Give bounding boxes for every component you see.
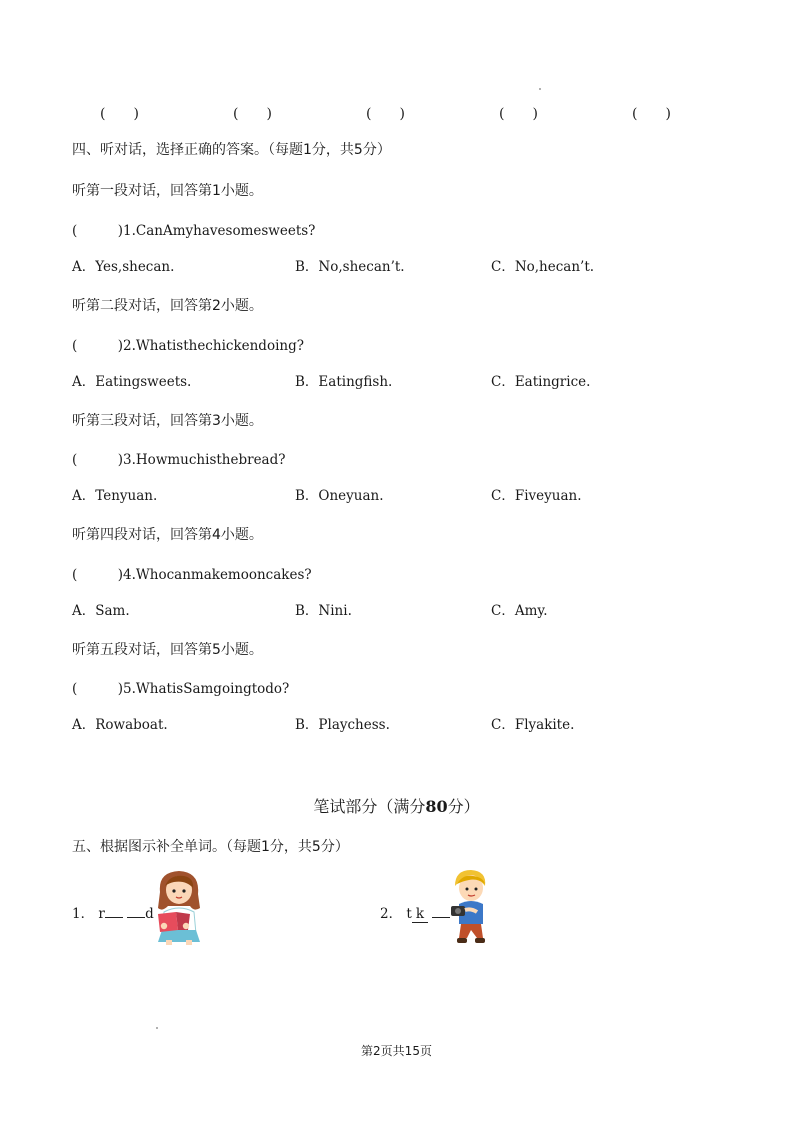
- question: ( )4.Whocanmakemooncakes?: [72, 567, 312, 583]
- fill-word-item-2: [380, 902, 450, 923]
- option-c: C．Flyakite.: [491, 717, 575, 733]
- group-intro: 听第五段对话，回答第5小题。: [72, 642, 263, 658]
- item-number: 2．: [380, 906, 403, 922]
- option-a: A．Eatingsweets.: [72, 374, 192, 390]
- question: ( )2.Whatisthechickendoing?: [72, 338, 304, 354]
- option-a: A．Sam.: [72, 603, 130, 619]
- written-part-title: 笔试部分（满分80分）: [313, 797, 480, 816]
- answer-paren-5: ( ): [632, 106, 671, 122]
- word-prefix: r: [98, 906, 105, 922]
- girl-reading-book-icon: [150, 868, 208, 946]
- blank[interactable]: [105, 905, 123, 918]
- question: ( )5.WhatisSamgoingtodo?: [72, 681, 290, 697]
- filled-letter[interactable]: k: [412, 906, 428, 923]
- blank[interactable]: [432, 905, 450, 918]
- option-a: A．Rowaboat.: [72, 717, 168, 733]
- answer-paren-2: ( ): [233, 106, 272, 122]
- blank[interactable]: [127, 905, 145, 918]
- scan-dot: [539, 88, 541, 90]
- group-intro: 听第一段对话，回答第1小题。: [72, 183, 263, 199]
- group-intro: 听第四段对话，回答第4小题。: [72, 527, 263, 543]
- answer-paren-4: ( ): [499, 106, 538, 122]
- boy-taking-photo-icon: [449, 868, 491, 946]
- group-intro: 听第二段对话，回答第2小题。: [72, 298, 263, 314]
- option-c: C．Amy.: [491, 603, 548, 619]
- section4-heading: 四、听对话，选择正确的答案。（每题1分，共5分）: [72, 142, 391, 158]
- option-b: B．Playchess.: [295, 717, 390, 733]
- group-intro: 听第三段对话，回答第3小题。: [72, 413, 263, 429]
- option-c: C．Eatingrice.: [491, 374, 591, 390]
- word-prefix: t: [406, 906, 412, 922]
- answer-paren-1: ( ): [100, 106, 139, 122]
- page-footer: 第2页共15页: [361, 1044, 432, 1058]
- option-a: A．Tenyuan.: [72, 488, 158, 504]
- fill-word-item-1: [72, 902, 154, 922]
- option-c: C．No,hecan’t.: [491, 259, 595, 275]
- scan-dot: [156, 1027, 158, 1029]
- section5-heading: 五、根据图示补全单词。（每题1分，共5分）: [72, 839, 349, 855]
- option-b: B．Oneyuan.: [295, 488, 384, 504]
- item-number: 1．: [72, 906, 95, 922]
- option-b: B．Eatingfish.: [295, 374, 393, 390]
- option-c: C．Fiveyuan.: [491, 488, 582, 504]
- option-b: B．No,shecan’t.: [295, 259, 405, 275]
- answer-paren-3: ( ): [366, 106, 405, 122]
- question: ( )1.CanAmyhavesomesweets?: [72, 223, 316, 239]
- option-a: A．Yes,shecan.: [72, 259, 175, 275]
- question: ( )3.Howmuchisthebread?: [72, 452, 286, 468]
- option-b: B．Nini.: [295, 603, 352, 619]
- word-suffix: d: [145, 906, 154, 922]
